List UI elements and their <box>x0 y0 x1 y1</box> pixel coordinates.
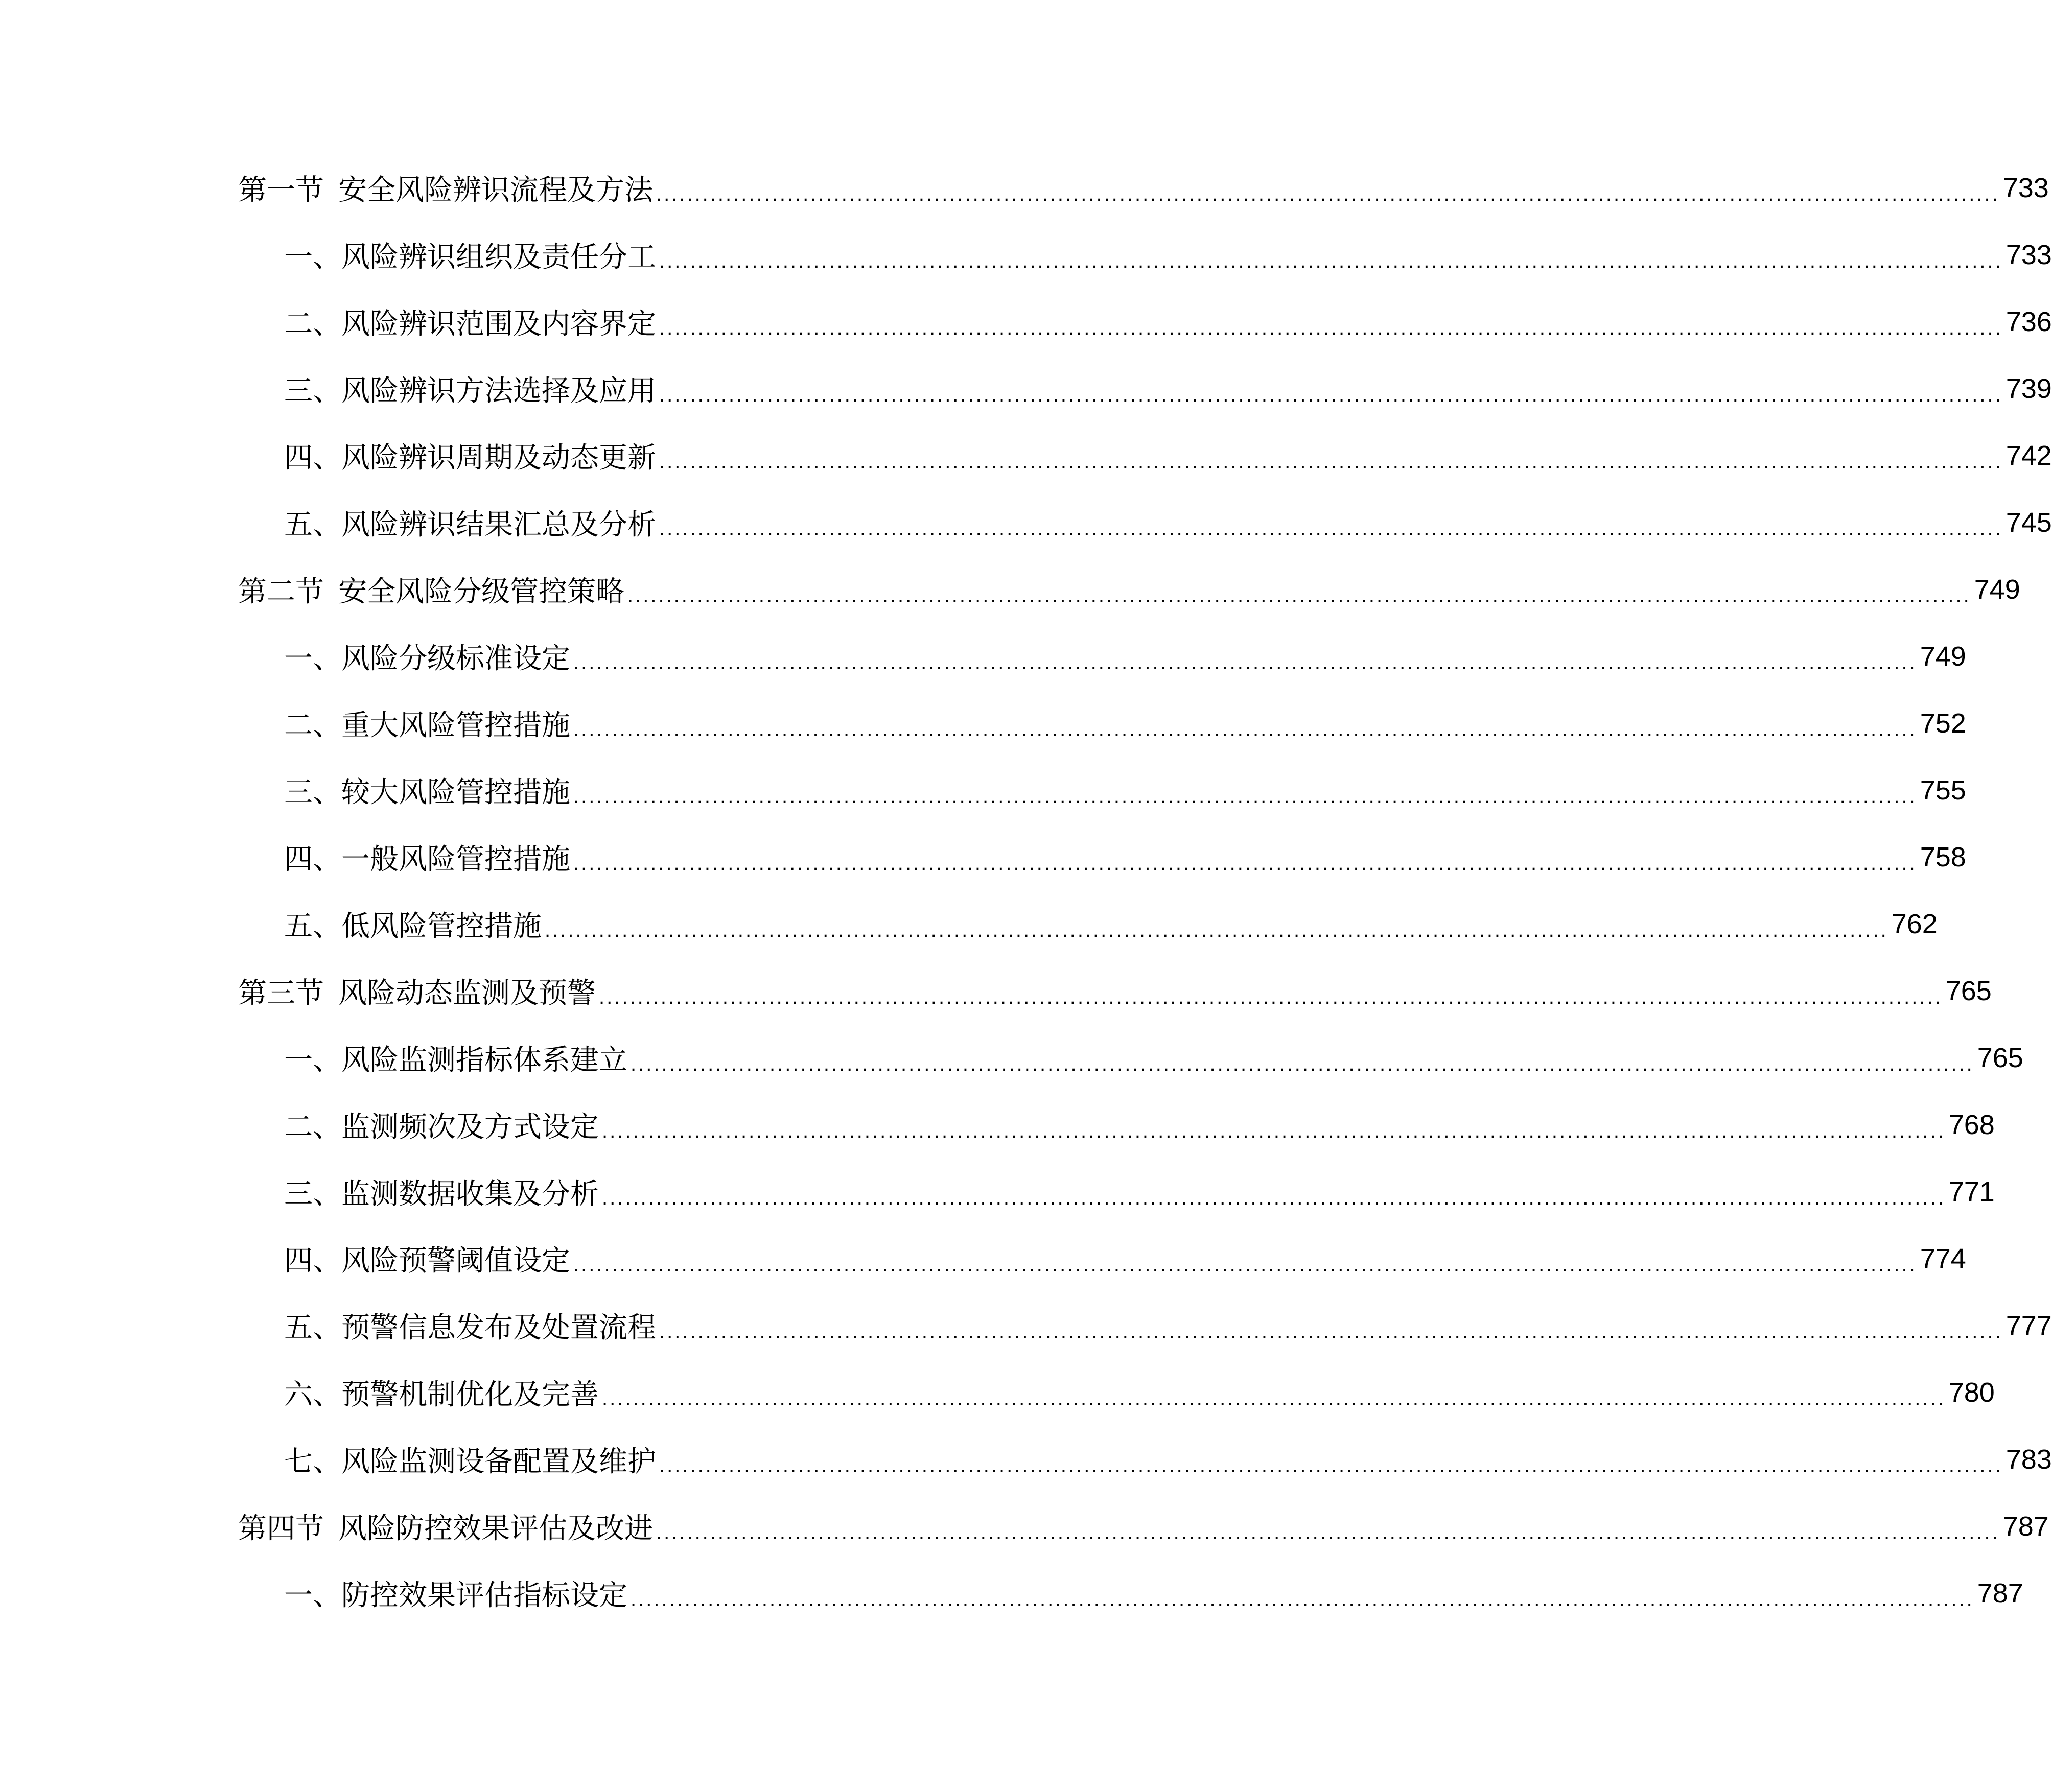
toc-page-number: 758 <box>1920 841 1966 873</box>
toc-page-number: 752 <box>1920 708 1966 739</box>
dot-leader: .............................................................................................................................................................................. <box>659 451 2003 473</box>
toc-entry-title <box>284 1372 599 1413</box>
toc-entry-text: 风险分级标准设定 <box>341 642 570 675</box>
toc-subsection-entry[interactable] <box>238 823 1966 890</box>
toc-subsection-entry[interactable] <box>238 1225 1966 1292</box>
toc-entry-number: 五、 <box>284 1311 341 1345</box>
toc-entry-title <box>284 368 656 409</box>
dot-leader: .............................................................................................................................................................................. <box>545 919 1888 941</box>
toc-entry-number: 三、 <box>284 1177 341 1211</box>
toc-entry-title <box>284 1573 627 1614</box>
toc-entry-title <box>284 636 570 677</box>
toc-entry-title <box>284 1238 570 1279</box>
toc-subsection-entry[interactable] <box>238 355 2052 422</box>
toc-entry-number: 三、 <box>284 775 341 809</box>
dot-leader: .............................................................................................................................................................................. <box>659 250 2003 272</box>
toc-entry-number: 第四节 <box>238 1512 324 1545</box>
toc-page-number: 742 <box>2006 440 2052 471</box>
toc-entry-number: 二、 <box>284 307 341 341</box>
toc-entry-title <box>238 1506 653 1547</box>
toc-entry-title <box>284 234 656 275</box>
toc-subsection-entry[interactable] <box>238 757 1966 823</box>
dot-leader: .............................................................................................................................................................................. <box>627 584 1971 607</box>
toc-page-number: 745 <box>2006 507 2052 538</box>
toc-subsection-entry[interactable] <box>238 1158 1995 1225</box>
toc-entry-text: 预警信息发布及处置流程 <box>341 1311 656 1345</box>
toc-page-number: 733 <box>2006 239 2052 270</box>
toc-entry-title <box>284 703 570 744</box>
toc-entry-title <box>284 837 570 878</box>
toc-entry-number: 四、 <box>284 1244 341 1278</box>
toc-page-number: 783 <box>2006 1444 2052 1475</box>
toc-page-number: 768 <box>1948 1109 1995 1140</box>
toc-entry-number: 一、 <box>284 1578 341 1612</box>
toc-subsection-entry[interactable] <box>238 1426 2052 1493</box>
dot-leader: .............................................................................................................................................................................. <box>602 1387 1946 1410</box>
toc-entry-text: 预警机制优化及完善 <box>341 1378 599 1411</box>
toc-section-entry[interactable] <box>238 556 2020 623</box>
dot-leader: .............................................................................................................................................................................. <box>656 183 2000 205</box>
toc-section-entry[interactable] <box>238 154 2049 221</box>
toc-page-number: 739 <box>2006 373 2052 404</box>
toc-entry-title <box>284 1305 656 1346</box>
toc-entry-text: 安全风险分级管控策略 <box>338 575 624 608</box>
toc-entry-number: 一、 <box>284 642 341 675</box>
dot-leader: .............................................................................................................................................................................. <box>573 785 1917 808</box>
toc-subsection-entry[interactable] <box>238 890 1938 957</box>
toc-entry-text: 风险预警阈值设定 <box>341 1244 570 1278</box>
dot-leader: .............................................................................................................................................................................. <box>659 517 2003 540</box>
toc-subsection-entry[interactable] <box>238 1091 1995 1158</box>
toc-entry-text: 风险辨识方法选择及应用 <box>341 374 656 408</box>
toc-entry-title <box>284 301 656 342</box>
toc-page-number: 780 <box>1948 1377 1995 1408</box>
toc-entry-title <box>284 1104 599 1145</box>
toc-entry-number: 二、 <box>284 1110 341 1144</box>
toc-entry-text: 风险辨识范围及内容界定 <box>341 307 656 341</box>
toc-subsection-entry[interactable] <box>238 422 2052 489</box>
dot-leader: .............................................................................................................................................................................. <box>602 1120 1946 1142</box>
toc-page-number: 749 <box>1974 574 2020 605</box>
toc-entry-text: 重大风险管控措施 <box>341 709 570 742</box>
toc-entry-title <box>284 502 656 543</box>
toc-subsection-entry[interactable] <box>238 221 2052 288</box>
toc-entry-text: 安全风险辨识流程及方法 <box>338 173 653 207</box>
dot-leader: .............................................................................................................................................................................. <box>631 1053 1974 1075</box>
toc-entry-number: 第二节 <box>238 575 324 608</box>
dot-leader: .............................................................................................................................................................................. <box>659 317 2003 339</box>
toc-entry-text: 风险辨识结果汇总及分析 <box>341 508 656 541</box>
toc-page-number: 749 <box>1920 641 1966 672</box>
toc-entry-text: 一般风险管控措施 <box>341 842 570 876</box>
toc-page-number: 736 <box>2006 306 2052 337</box>
toc-entry-title <box>238 569 624 610</box>
toc-entry-title <box>284 1171 599 1212</box>
toc-entry-number: 三、 <box>284 374 341 408</box>
toc-page-number: 762 <box>1891 908 1938 939</box>
toc-entry-number: 第一节 <box>238 173 324 207</box>
dot-leader: .............................................................................................................................................................................. <box>631 1588 1974 1611</box>
dot-leader: .............................................................................................................................................................................. <box>602 1187 1946 1209</box>
toc-entry-text: 监测数据收集及分析 <box>341 1177 599 1211</box>
toc-section-entry[interactable] <box>238 1493 2049 1560</box>
toc-subsection-entry[interactable] <box>238 1560 2023 1626</box>
toc-entry-text: 风险辨识周期及动态更新 <box>341 441 656 475</box>
toc-entry-title <box>238 971 596 1011</box>
dot-leader: .............................................................................................................................................................................. <box>599 986 1943 1008</box>
table-of-contents <box>238 154 2052 1626</box>
toc-entry-text: 风险监测指标体系建立 <box>341 1043 627 1077</box>
toc-entry-text: 防控效果评估指标设定 <box>341 1578 627 1612</box>
toc-entry-text: 监测频次及方式设定 <box>341 1110 599 1144</box>
toc-subsection-entry[interactable] <box>238 489 2052 556</box>
toc-entry-text: 风险动态监测及预警 <box>338 976 596 1010</box>
toc-entry-title <box>284 435 656 476</box>
toc-entry-number: 二、 <box>284 709 341 742</box>
toc-entry-number: 五、 <box>284 508 341 541</box>
toc-subsection-entry[interactable] <box>238 1024 2023 1091</box>
dot-leader: .............................................................................................................................................................................. <box>573 1254 1917 1276</box>
dot-leader: .............................................................................................................................................................................. <box>656 1521 2000 1544</box>
toc-entry-text: 较大风险管控措施 <box>341 775 570 809</box>
toc-entry-title <box>284 1038 627 1078</box>
toc-page-number: 771 <box>1948 1176 1995 1207</box>
dot-leader: .............................................................................................................................................................................. <box>573 718 1917 741</box>
toc-page-number: 755 <box>1920 774 1966 806</box>
toc-entry-text: 风险防控效果评估及改进 <box>338 1512 653 1545</box>
dot-leader: .............................................................................................................................................................................. <box>659 1454 2003 1477</box>
toc-entry-text: 风险辨识组织及责任分工 <box>341 240 656 274</box>
toc-entry-number: 四、 <box>284 842 341 876</box>
toc-page-number: 777 <box>2006 1310 2052 1341</box>
toc-page-number: 774 <box>1920 1243 1966 1274</box>
toc-entry-number: 五、 <box>284 909 341 943</box>
toc-entry-title <box>284 770 570 811</box>
dot-leader: .............................................................................................................................................................................. <box>659 1321 2003 1343</box>
toc-section-entry[interactable] <box>238 957 1992 1024</box>
toc-page-number: 765 <box>1945 975 1992 1006</box>
toc-subsection-entry[interactable] <box>238 623 1966 690</box>
dot-leader: .............................................................................................................................................................................. <box>573 852 1917 875</box>
dot-leader: .............................................................................................................................................................................. <box>659 384 2003 406</box>
toc-entry-text: 低风险管控措施 <box>341 909 542 943</box>
toc-entry-number: 一、 <box>284 240 341 274</box>
toc-entry-number: 六、 <box>284 1378 341 1411</box>
toc-entry-number: 四、 <box>284 441 341 475</box>
toc-page-number: 733 <box>2002 172 2049 203</box>
toc-entry-number: 第三节 <box>238 976 324 1010</box>
toc-entry-number: 一、 <box>284 1043 341 1077</box>
toc-entry-number: 七、 <box>284 1445 341 1478</box>
toc-page-number: 787 <box>1977 1577 2023 1609</box>
toc-subsection-entry[interactable] <box>238 1292 2052 1359</box>
toc-entry-text: 风险监测设备配置及维护 <box>341 1445 656 1478</box>
toc-page-number: 765 <box>1977 1042 2023 1073</box>
toc-page-number: 787 <box>2002 1511 2049 1542</box>
toc-subsection-entry[interactable] <box>238 1359 1995 1426</box>
toc-entry-title <box>284 904 542 945</box>
toc-entry-title <box>238 168 653 208</box>
toc-entry-title <box>284 1439 656 1480</box>
toc-subsection-entry[interactable] <box>238 288 2052 355</box>
toc-subsection-entry[interactable] <box>238 690 1966 757</box>
dot-leader: .............................................................................................................................................................................. <box>573 651 1917 674</box>
